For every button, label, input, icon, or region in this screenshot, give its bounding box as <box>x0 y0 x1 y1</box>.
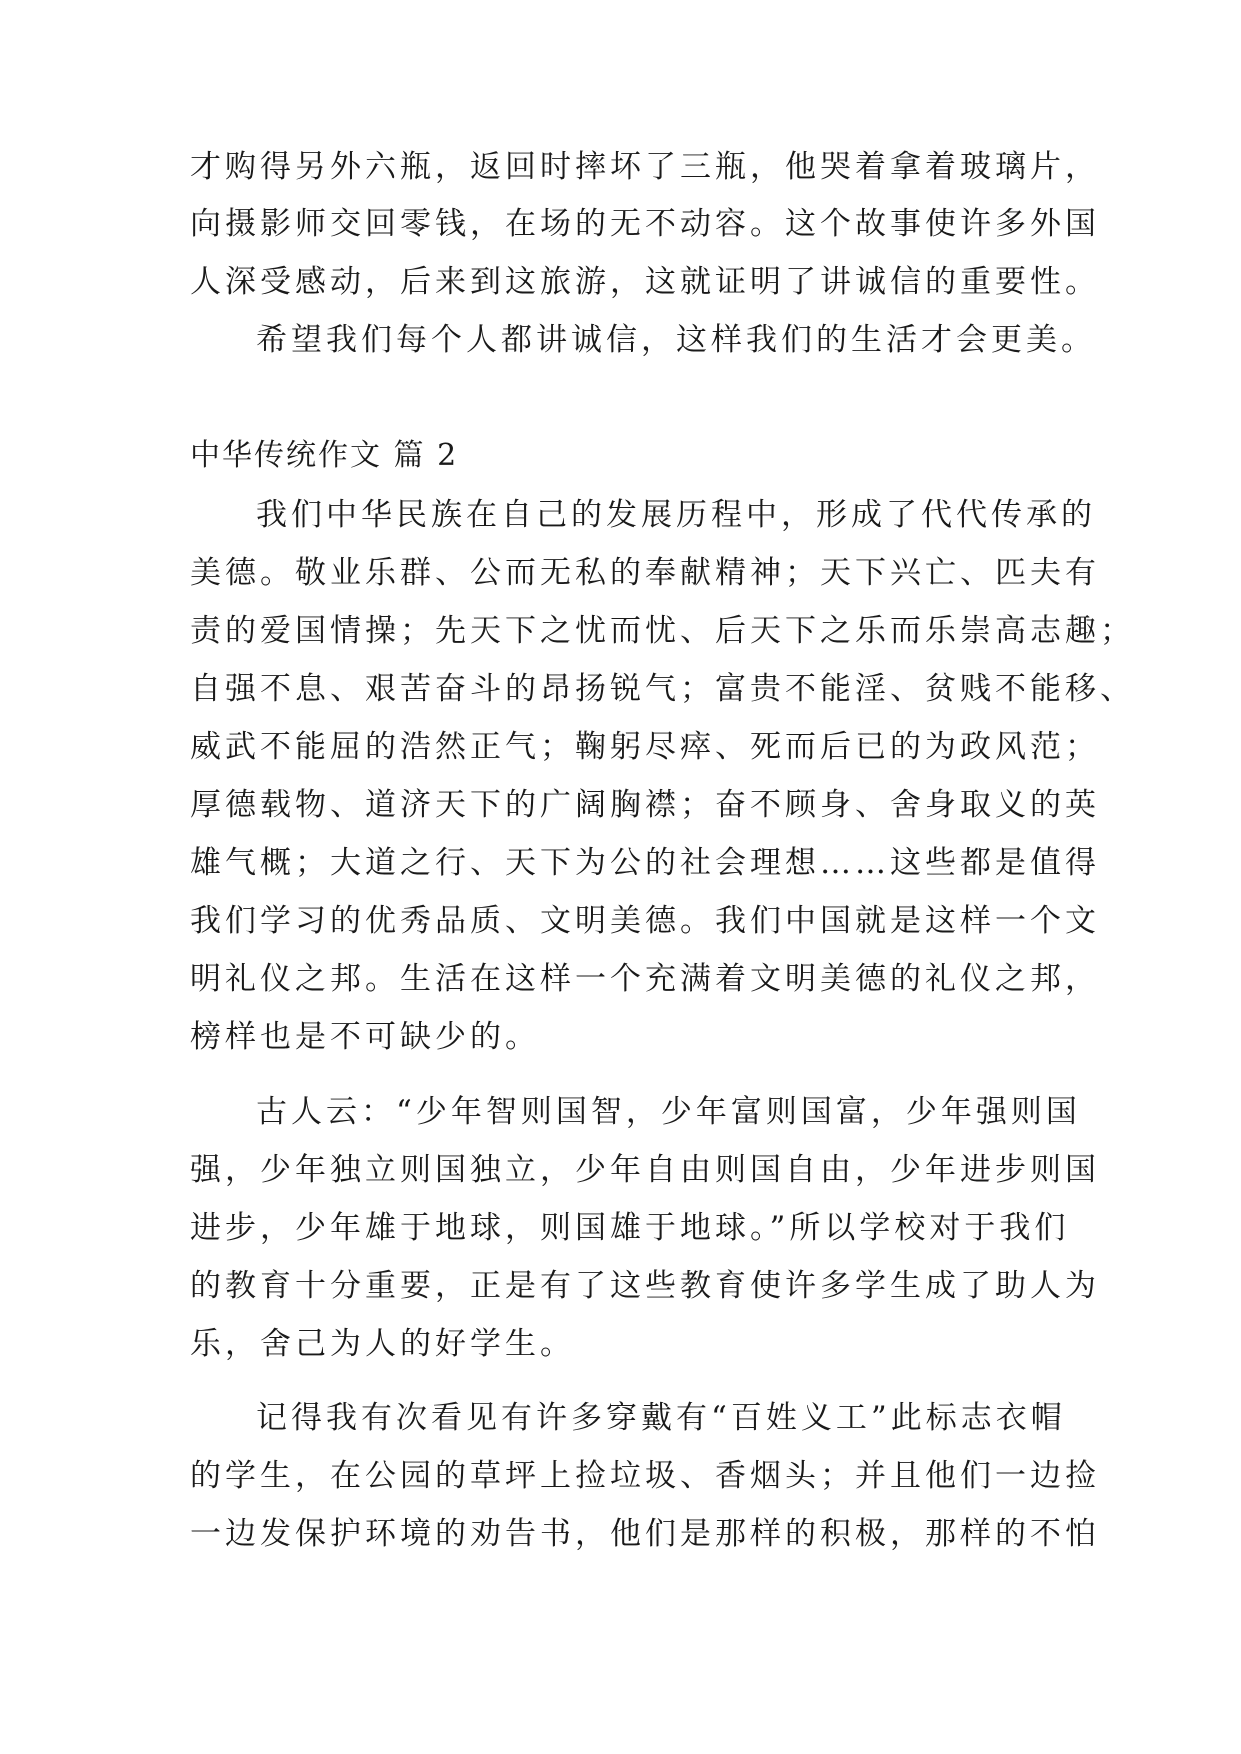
paragraph-line: 一边发保护环境的劝告书，他们是那样的积极，那样的不怕 <box>190 1516 1100 1552</box>
paragraph-line: 的学生，在公园的草坪上捡垃圾、香烟头；并且他们一边捡 <box>190 1458 1100 1494</box>
paragraph-line: 厚德载物、道济天下的广阔胸襟；奋不顾身、舍身取义的英 <box>190 787 1100 823</box>
paragraph-line: 自强不息、艰苦奋斗的昂扬锐气；富贵不能淫、贫贱不能移、 <box>190 671 1135 707</box>
paragraph-line: 榜样也是不可缺少的。 <box>190 1019 540 1055</box>
paragraph-line: 责的爱国情操；先天下之忧而忧、后天下之乐而乐崇高志趣； <box>190 613 1135 649</box>
text-line: 才购得另外六瓶，返回时摔坏了三瓶，他哭着拿着玻璃片， <box>190 149 1100 185</box>
paragraph-line: 我们学习的优秀品质、文明美德。我们中国就是这样一个文 <box>190 903 1100 939</box>
text-line: 向摄影师交回零钱，在场的无不动容。这个故事使许多外国 <box>190 206 1100 242</box>
paragraph-line: 的教育十分重要，正是有了这些教育使许多学生成了助人为 <box>190 1268 1100 1304</box>
closing-line: 希望我们每个人都讲诚信，这样我们的生活才会更美。 <box>256 322 1096 358</box>
paragraph-line: 古人云：“少年智则国智，少年富则国富，少年强则国 <box>256 1094 1081 1130</box>
paragraph-line: 进步，少年雄于地球，则国雄于地球。”所以学校对于我们 <box>190 1210 1070 1246</box>
section-title: 中华传统作文 篇 2 <box>190 438 459 473</box>
paragraph-line: 美德。敬业乐群、公而无私的奉献精神；天下兴亡、匹夫有 <box>190 555 1100 591</box>
paragraph-line: 威武不能屈的浩然正气；鞠躬尽瘁、死而后已的为政风范； <box>190 729 1100 765</box>
paragraph-line: 记得我有次看见有许多穿戴有“百姓义工”此标志衣帽 <box>256 1400 1066 1436</box>
paragraph-line: 强，少年独立则国独立，少年自由则国自由，少年进步则国 <box>190 1152 1100 1188</box>
paragraph-line: 明礼仪之邦。生活在这样一个充满着文明美德的礼仪之邦， <box>190 961 1100 997</box>
paragraph-line: 我们中华民族在自己的发展历程中，形成了代代传承的 <box>256 497 1096 533</box>
paragraph-line: 乐，舍己为人的好学生。 <box>190 1326 575 1362</box>
paragraph-line: 雄气概；大道之行、天下为公的社会理想……这些都是值得 <box>190 845 1100 881</box>
text-line: 人深受感动，后来到这旅游，这就证明了讲诚信的重要性。 <box>190 264 1100 300</box>
